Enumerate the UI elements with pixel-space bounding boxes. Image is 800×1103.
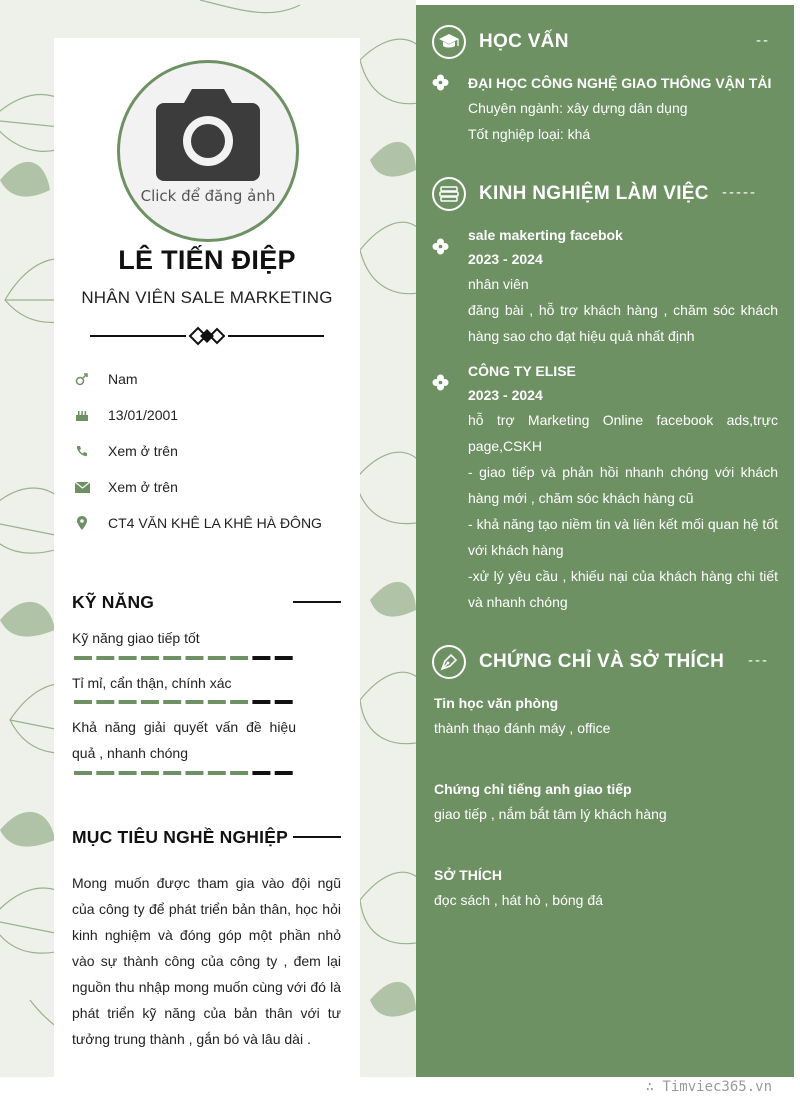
job-description: đăng bài , hỗ trợ khách hàng , chăm sóc khách hàng sao cho đạt hiệu quả nhất định [468,302,778,344]
certificates-title-dash: --- [748,652,769,669]
flower-bullet-icon [432,238,449,255]
skills-title-line [293,601,341,603]
gender-icon [72,371,92,387]
skill-bar-segment [119,700,137,704]
skill-bar-segment [252,656,270,660]
flower-bullet-icon [432,74,449,91]
skill-bar-segment [208,700,226,704]
skill-bar-segment [96,700,114,704]
skill-bar-segment [141,656,159,660]
site-watermark: ∴ Timviec365.vn [645,1079,772,1095]
skill-bar-segment [119,656,137,660]
name-divider [90,326,324,346]
info-value: Nam [108,371,138,387]
skill-bar-segment [186,771,204,775]
info-phone [72,440,178,462]
map-marker-icon [72,515,92,531]
avatar-caption: Click để đăng ảnh [140,187,276,205]
info-birthday [72,404,178,426]
pen-nib-icon [432,645,466,679]
job-description: - khả năng tạo niềm tin và liên kết mối quan hệ tốt với khách hàng [468,516,778,558]
objective-text: Mong muốn được tham gia vào đội ngũ của công ty để phát triển bản thân, học hỏi kinh nghiệm và đóng góp một phần nhỏ vào sự thành công của công ty , đem lại nguồn thu nhập mong muốn cùng với đó là phát triển kỹ năng của bản thân với tư tưởng trung thành , gắn bó và lâu dài . [72,875,341,1047]
experience-title: KINH NGHIỆM LÀM VIỆC [479,183,709,204]
job-company: sale makerting facebok [468,227,623,243]
skill-name: Kỹ năng giao tiếp tốt [72,630,200,646]
skill-bar-segment [186,700,204,704]
skill-bar-segment [96,771,114,775]
candidate-role: NHÂN VIÊN SALE MARKETING [81,288,333,307]
objective-title-line [293,836,341,838]
skill-bar-segment [119,771,137,775]
info-email [72,476,178,498]
job-description: -xử lý yêu cầu , khiếu nại của khách hàng chi tiết và nhanh chóng [468,568,778,610]
job-company: CÔNG TY ELISE [468,363,576,379]
certificate-detail: thành thạo đánh máy , office [434,720,611,736]
education-title: HỌC VẤN [479,31,569,52]
skill-level-bar [74,656,296,660]
info-value: 13/01/2001 [108,407,179,423]
education-title-dash: -- [756,32,770,49]
graduation-cap-icon [432,25,466,59]
skill-bar-segment [163,771,181,775]
objective-title: MỤC TIÊU NGHỀ NGHIỆP [72,827,288,847]
skill-bar-segment [230,771,248,775]
education-grade: Tốt nghiệp loại: khá [468,126,591,142]
skill-bar-segment [163,700,181,704]
skill-bar-segment [230,700,248,704]
job-period: 2023 - 2024 [468,251,543,267]
skills-title: KỸ NĂNG [72,592,155,612]
certificates-title: CHỨNG CHỈ VÀ SỞ THÍCH [479,651,725,672]
skill-bar-segment [275,656,293,660]
skill-bar-segment [74,771,92,775]
skill-bar-segment [163,656,181,660]
skill-bar-segment [96,656,114,660]
skill-bar-segment [208,771,226,775]
skill-bar-segment [252,771,270,775]
skill-bar-segment [208,656,226,660]
skill-bar-segment [252,700,270,704]
books-icon [432,177,466,211]
birthday-cake-icon [72,407,92,423]
phone-icon [72,443,92,459]
skill-level-bar [74,771,296,775]
job-position: nhân viên [468,276,529,292]
flower-bullet-icon [432,374,449,391]
job-period: 2023 - 2024 [468,387,543,403]
hobbies-detail: đọc sách , hát hò , bóng đá [434,892,603,908]
education-major: Chuyên ngành: xây dựng dân dụng [468,100,688,116]
skill-bar-segment [230,656,248,660]
skill-bar-segment [275,771,293,775]
skill-level-bar [74,700,296,704]
skill-bar-segment [74,700,92,704]
job-description: hỗ trợ Marketing Online facebook ads,trực page,CSKH [468,412,778,454]
envelope-icon [72,479,92,495]
info-value: Xem ở trên [108,479,178,495]
avatar-upload[interactable] [117,60,299,242]
skill-bar-segment [141,700,159,704]
info-value: CT4 VĂN KHÊ LA KHÊ HÀ ĐÔNG [108,515,322,531]
skill-bar-segment [186,656,204,660]
hobbies-title: SỞ THÍCH [434,867,502,883]
info-address [72,512,322,534]
skill-bar-segment [74,656,92,660]
experience-title-dash: ----- [722,184,757,201]
certificate-name: Chứng chỉ tiếng anh giao tiếp [434,781,632,797]
skill-bar-segment [141,771,159,775]
info-gender [72,368,138,390]
skill-bar-segment [275,700,293,704]
candidate-name: LÊ TIẾN ĐIỆP [118,245,296,275]
camera-icon [156,89,260,181]
certificate-name: Tin học văn phòng [434,695,559,711]
skill-name: Tỉ mỉ, cẩn thận, chính xác [72,675,232,691]
info-value: Xem ở trên [108,443,178,459]
job-description: - giao tiếp và phản hồi nhanh chóng với khách hàng mới , chăm sóc khách hàng cũ [468,464,778,506]
certificate-detail: giao tiếp , nắm bắt tâm lý khách hàng [434,806,667,822]
skill-name: Khả năng giải quyết vấn đề hiệu quả , nhanh chóng [72,719,296,761]
education-school: ĐẠI HỌC CÔNG NGHỆ GIAO THÔNG VẬN TẢI [468,75,772,91]
